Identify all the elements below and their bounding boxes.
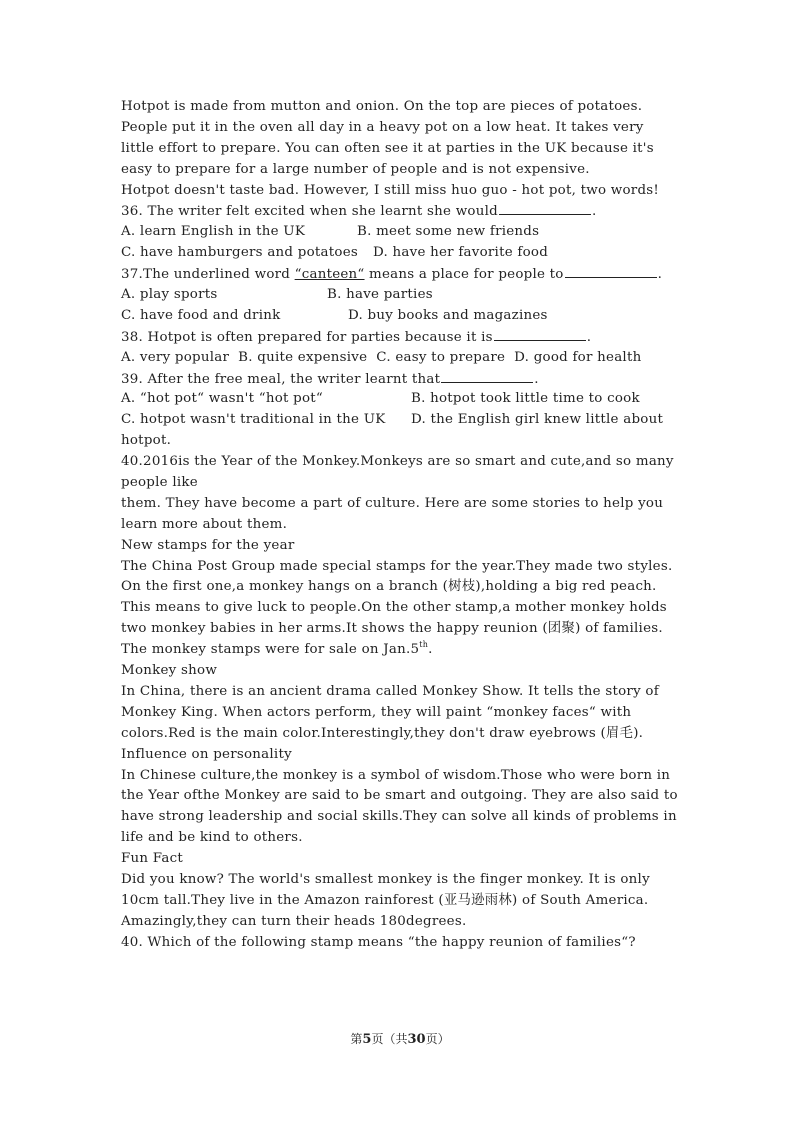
passage-line: In Chinese culture,the monkey is a symbol of wisdom.Those who were born in xyxy=(121,767,671,783)
question-39 xyxy=(121,369,691,390)
passage-line: Hotpot doesn't taste bad. However, I still miss huo guo - hot pot, two words! xyxy=(121,182,660,198)
option-a: A. learn English in the UK xyxy=(121,224,306,240)
page-number: 5 xyxy=(362,1032,372,1047)
passage-line: Amazingly,they can turn their heads 180degrees. xyxy=(121,913,467,929)
options-row xyxy=(121,285,691,306)
option-c: C. have hamburgers and potatoes xyxy=(121,245,358,261)
page-content xyxy=(121,97,691,954)
passage-line: learn more about them. xyxy=(121,516,288,532)
options-row: A. very popular B. quite expensive C. easy to prepare D. good for health xyxy=(121,349,642,365)
passage-line: Did you know? The world's smallest monkey is the finger monkey. It is only xyxy=(121,871,650,887)
passage-line: This means to give luck to people.On the other stamp,a mother monkey holds xyxy=(121,600,667,616)
section-heading: Monkey show xyxy=(121,663,218,679)
section-heading: Influence on personality xyxy=(121,746,292,762)
passage-line: two monkey babies in her arms.It shows the happy reunion (团聚) of families. xyxy=(121,621,663,637)
underlined-word: “canteen“ xyxy=(294,267,365,283)
option-b: B. have parties xyxy=(327,287,433,303)
page-footer xyxy=(0,1030,800,1047)
passage-line: In China, there is an ancient drama called Monkey Show. It tells the story of xyxy=(121,683,659,699)
question-36 xyxy=(121,201,691,222)
options-row xyxy=(121,410,691,431)
option-a: A. “hot pot“ wasn't “hot pot“ xyxy=(121,391,324,407)
punctuation: . xyxy=(428,642,433,658)
option-d: D. buy books and magazines xyxy=(348,307,548,323)
passage-line: them. They have become a part of culture. Here are some stories to help you xyxy=(121,495,664,511)
footer-text: 第 xyxy=(350,1032,363,1046)
passage-line xyxy=(121,640,691,661)
answer-blank xyxy=(494,327,586,341)
passage-line: 40.2016is the Year of the Monkey.Monkeys are so smart and cute,and so many xyxy=(121,454,674,470)
footer-text: 页） xyxy=(425,1032,450,1046)
answer-blank xyxy=(499,201,591,215)
superscript: th xyxy=(419,640,429,650)
option-c: C. have food and drink xyxy=(121,307,281,323)
question-stem: 39. After the free meal, the writer learnt that xyxy=(121,371,441,387)
answer-blank xyxy=(565,264,657,278)
options-row xyxy=(121,243,691,264)
passage-line: People put it in the oven all day in a heavy pot on a low heat. It takes very xyxy=(121,119,644,135)
option-d: D. the English girl knew little about xyxy=(411,412,664,428)
passage-line: people like xyxy=(121,475,198,491)
question-stem: 36. The writer felt excited when she learnt she would xyxy=(121,204,498,220)
question-stem: 37.The underlined word xyxy=(121,267,295,283)
total-pages: 30 xyxy=(407,1032,426,1047)
passage-line: colors.Red is the main color.Interestingly,they don't draw eyebrows (眉毛). xyxy=(121,725,644,741)
passage-line: 10cm tall.They live in the Amazon rainforest (亚马逊雨林) of South America. xyxy=(121,892,649,908)
option-b: B. hotpot took little time to cook xyxy=(411,391,640,407)
punctuation: . xyxy=(591,204,597,220)
question-stem-cont: means a place for people to xyxy=(364,267,564,283)
section-heading: New stamps for the year xyxy=(121,537,295,553)
passage-line: easy to prepare for a large number of people and is not expensive. xyxy=(121,161,590,177)
passage-line: On the first one,a monkey hangs on a branch (树枝),holding a big red peach. xyxy=(121,579,657,595)
question-37 xyxy=(121,264,691,285)
passage-line: The China Post Group made special stamps for the year.They made two styles. xyxy=(121,558,673,574)
section-heading: Fun Fact xyxy=(121,851,184,867)
punctuation: . xyxy=(586,329,592,345)
passage-line: Hotpot is made from mutton and onion. On the top are pieces of potatoes. xyxy=(121,99,643,114)
passage-line: have strong leadership and social skills.They can solve all kinds of problems in xyxy=(121,809,677,825)
passage-line: life and be kind to others. xyxy=(121,830,303,846)
passage-line: Monkey King. When actors perform, they will paint “monkey faces“ with xyxy=(121,704,632,720)
answer-blank xyxy=(441,369,533,383)
options-row xyxy=(121,222,691,243)
option-d-continued: hotpot. xyxy=(121,433,172,449)
footer-text: 页（共 xyxy=(371,1032,408,1046)
question-stem: 38. Hotpot is often prepared for parties because it is xyxy=(121,329,493,345)
question-38 xyxy=(121,327,691,348)
option-b: B. meet some new friends xyxy=(357,224,540,240)
punctuation: . xyxy=(534,371,539,387)
passage-line: little effort to prepare. You can often see it at parties in the UK because it's xyxy=(121,140,654,156)
question-40: 40. Which of the following stamp means “the happy reunion of families“? xyxy=(121,934,636,950)
options-row xyxy=(121,389,691,410)
option-d: D. have her favorite food xyxy=(373,245,549,261)
options-row xyxy=(121,306,691,327)
option-a: A. play sports xyxy=(121,287,218,303)
passage-line: the Year ofthe Monkey are said to be smart and outgoing. They are also said to xyxy=(121,788,678,804)
passage-text: The monkey stamps were for sale on Jan.5 xyxy=(121,642,420,658)
option-c: C. hotpot wasn't traditional in the UK xyxy=(121,412,386,428)
punctuation: . xyxy=(657,267,663,283)
